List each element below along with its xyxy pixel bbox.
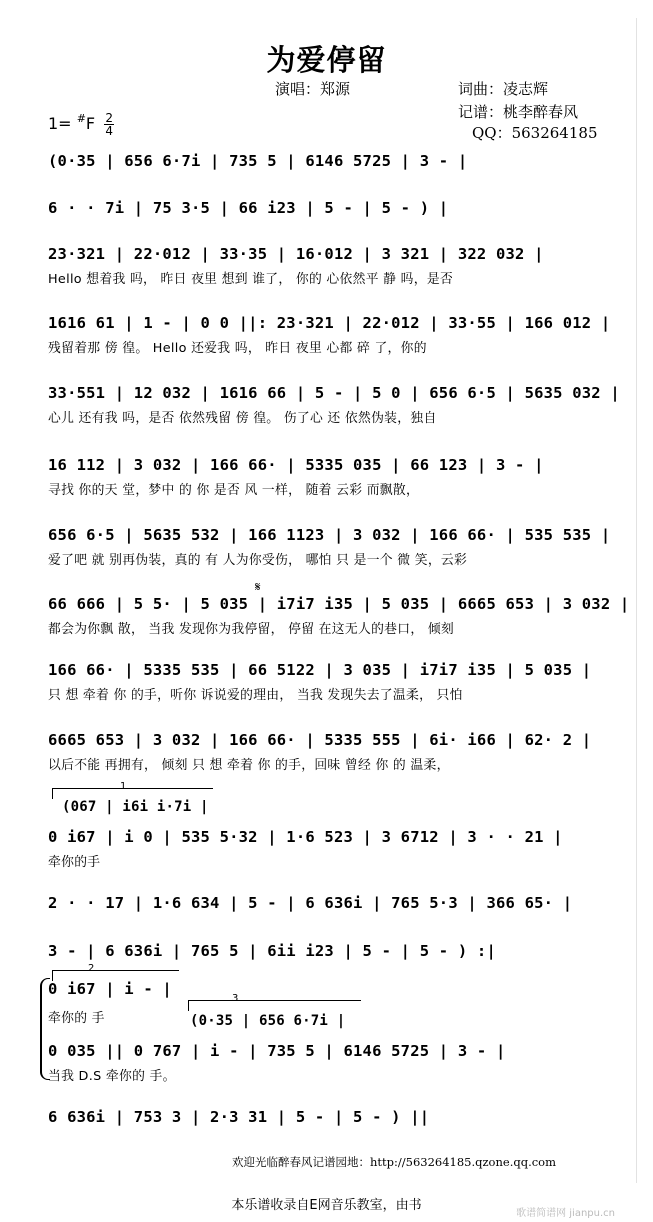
qq-number: QQ：563264185 — [472, 124, 598, 142]
time-signature — [104, 112, 114, 137]
score-line-17-lyrics: 当我 D.S 牵你的 手。 — [48, 1069, 176, 1084]
score-line-5-notes: 33·551 | 12 032 | 1616 66 | 5 - | 5 0 | 656 6·5 | 5635 032 | — [48, 384, 620, 402]
score-line-4-notes: 1616 61 | 1 - | 0 0 ||: 23·321 | 22·012 | 33·55 | 166 012 | — [48, 314, 611, 332]
key-prefix: 1= — [48, 114, 72, 133]
score-line-17-notes: 0 035 || 0 767 | i - | 735 5 | 6146 5725 | 3 - | — [48, 1042, 506, 1060]
score-line-8-lyrics: 都会为你飘 散， 当我 发现你为我停留， 停留 在这无人的巷口， 倾刻 — [48, 622, 455, 637]
score-line-6-lyrics: 寻找 你的天 堂，梦中 的 你 是否 风 一样， 随着 云彩 而飘散， — [48, 483, 420, 498]
score-line-6-notes: 16 112 | 3 032 | 166 66· | 5335 035 | 66 123 | 3 - | — [48, 456, 544, 474]
source-credit: 本乐谱收录自E网音乐教室，由书 — [231, 1198, 422, 1213]
score-line-16-notes: (0·35 | 656 6·7i | — [190, 1013, 346, 1029]
score-line-7-notes: 656 6·5 | 5635 532 | 166 1123 | 3 032 | 166 66· | 535 535 | — [48, 526, 611, 544]
volta-3-number: 3 — [232, 993, 239, 1004]
song-title: 为爱停留 — [266, 43, 387, 77]
score-line-10-notes: 6665 653 | 3 032 | 166 66· | 5335 555 | 6i· i66 | 62· 2 | — [48, 731, 592, 749]
transcriber-credit: 记谱：桃李醉春风 — [458, 103, 579, 121]
score-line-10-lyrics: 以后不能 再拥有， 倾刻 只 想 牵着 你 的手，回味 曾经 你 的 温柔， — [48, 758, 450, 773]
lyricist-composer-credit: 词曲：凌志辉 — [458, 80, 549, 98]
score-line-11-notes: (067 | i6i i·7i | — [62, 799, 209, 815]
score-line-18-notes: 6 636i | 753 3 | 2·3 31 | 5 - | 5 - ) || — [48, 1108, 430, 1126]
score-line-1-notes: (0·35 | 656 6·7i | 735 5 | 6146 5725 | 3 - | — [48, 152, 468, 170]
score-line-12-notes: 0 i67 | i 0 | 535 5·32 | 1·6 523 | 3 6712 | 3 · · 21 | — [48, 828, 563, 846]
volta-1-number: 1 — [120, 781, 127, 792]
score-line-9-notes: 166 66· | 5335 535 | 66 5122 | 3 035 | i7i7 i35 | 5 035 | — [48, 661, 592, 679]
score-line-4-lyrics: 残留着那 傍 徨。 Hello 还爱我 吗， 昨日 夜里 心都 碎 了，你的 — [48, 341, 427, 356]
score-line-2-notes: 6 · · 7i | 75 3·5 | 66 i23 | 5 - | 5 - ) | — [48, 199, 449, 217]
visit-notice: 欢迎光临醉春风记谱园地：http://563264185.qzone.qq.com — [232, 1155, 556, 1169]
score-line-14-notes: 3 - | 6 636i | 765 5 | 6ii i23 | 5 - | 5 - ) :| — [48, 942, 496, 960]
score-line-13-notes: 2 · · 17 | 1·6 634 | 5 - | 6 636i | 765 5·3 | 366 65· | — [48, 894, 573, 912]
site-watermark: 歌谱简谱网 jianpu.cn — [516, 1208, 615, 1219]
key-note: F — [85, 114, 96, 133]
score-line-7-lyrics: 爱了吧 就 别再伪装，真的 有 人为你受伤， 哪怕 只 是一个 微 笑，云彩 — [48, 553, 468, 568]
score-line-9-lyrics: 只 想 牵着 你 的手，听你 诉说爱的理由， 当我 发现失去了温柔， 只怕 — [48, 688, 463, 703]
score-line-12-lyrics: 牵你的手 — [48, 855, 101, 870]
score-line-8-notes: 66 666 | 5 5· | 5 035 | i7i7 i35 | 5 035 | 6665 653 | 3 032 | — [48, 595, 630, 613]
time-top: 2 — [105, 111, 114, 125]
time-bottom: 4 — [105, 124, 114, 138]
score-line-15-notes: 0 i67 | i - | — [48, 980, 172, 998]
sharp-symbol: # — [76, 112, 86, 125]
volta-2-number: 2 — [88, 963, 95, 974]
singer-credit: 演唱：郑源 — [275, 80, 351, 98]
key-signature — [48, 112, 114, 137]
score-line-3-notes: 23·321 | 22·012 | 33·35 | 16·012 | 3 321 | 322 032 | — [48, 245, 544, 263]
score-line-15-lyrics: 牵你的 手 — [48, 1011, 105, 1026]
segno-icon: 𝄋 — [255, 580, 261, 595]
score-line-3-lyrics: Hello 想着我 吗， 昨日 夜里 想到 谁了， 你的 心依然平 静 吗，是否 — [48, 272, 454, 287]
score-line-5-lyrics: 心儿 还有我 吗，是否 依然残留 傍 徨。 伤了心 还 依然伪装，独自 — [48, 411, 437, 426]
